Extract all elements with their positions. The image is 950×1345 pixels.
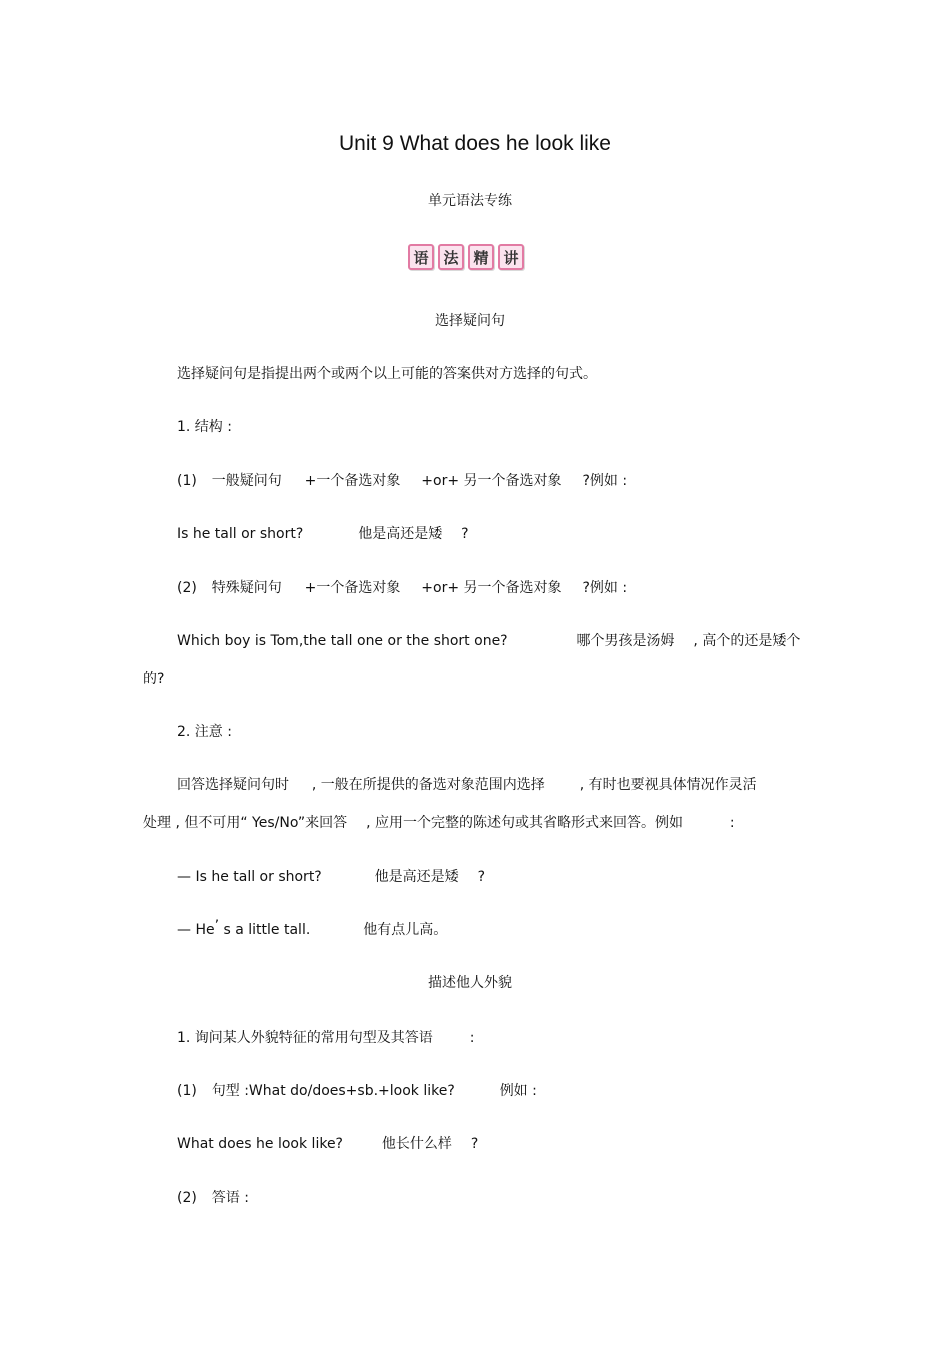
example-1	[177, 525, 469, 543]
appearance-label-1	[177, 1029, 474, 1047]
dialog-answer	[177, 918, 448, 939]
example-english: Is he tall or short?	[177, 526, 304, 542]
note-paragraph-line-1	[177, 776, 757, 794]
item-part: +or+ 另一个备选对象	[421, 473, 562, 489]
page-title: Unit 9 What does he look like	[339, 132, 611, 155]
appearance-item-2	[177, 1189, 249, 1207]
example-chinese: 他是高还是矮	[358, 526, 443, 542]
dialog-chinese: 他是高还是矮	[374, 869, 459, 885]
text-span: , 一般在所提供的备选对象范围内选择	[311, 777, 545, 793]
note-label: 2. 注意 :	[177, 724, 232, 740]
item-part: ?例如 :	[582, 473, 628, 489]
item-part: 句型 :What do/does+sb.+look like?	[211, 1083, 455, 1099]
item-part: 例如 :	[499, 1083, 537, 1099]
badge-char-3: 精	[468, 244, 494, 270]
text-span: , 应用一个完整的陈述句或其省略形式来回答。例如	[366, 815, 683, 831]
item-number: (2)	[177, 1190, 197, 1206]
text-span: 回答选择疑问句时	[177, 777, 289, 793]
example-punct: ?	[470, 1136, 479, 1152]
structure-item-1	[177, 472, 627, 490]
dialog-question	[177, 868, 485, 886]
text-span: :	[469, 1030, 475, 1046]
dialog-english: s a little tall.	[223, 922, 311, 938]
text-span: 处理 , 但不可用“ Yes/No”来回答	[143, 815, 348, 831]
example-2-continued: 的?	[143, 671, 165, 687]
example-english: Which boy is Tom,the tall one or the short one?	[177, 633, 508, 649]
dialog-english: — Is he tall or short?	[177, 869, 322, 885]
badge-char-4: 讲	[498, 244, 524, 270]
item-part: 一般疑问句	[211, 473, 282, 489]
item-number: (1)	[177, 473, 197, 489]
example-chinese: 他长什么样	[381, 1136, 452, 1152]
text-span: 1. 询问某人外貌特征的常用句型及其答语	[177, 1030, 433, 1046]
intro-paragraph: 选择疑问句是指提出两个或两个以上可能的答案供对方选择的句式。	[177, 366, 597, 382]
text-span: , 有时也要视具体情况作灵活	[579, 777, 757, 793]
badge-char-1: 语	[408, 244, 434, 270]
item-part: 特殊疑问句	[211, 580, 282, 596]
grammar-badge-group	[408, 244, 524, 270]
item-part: ?例如 :	[582, 580, 628, 596]
badge-char-2: 法	[438, 244, 464, 270]
note-paragraph-line-2	[143, 814, 735, 832]
item-number: (2)	[177, 580, 197, 596]
structure-label: 1. 结构 :	[177, 419, 232, 435]
page-subtitle: 单元语法专练	[428, 193, 512, 209]
item-number: (1)	[177, 1083, 197, 1099]
section-heading-choice-questions: 选择疑问句	[435, 313, 505, 329]
item-part: +or+ 另一个备选对象	[421, 580, 562, 596]
appearance-item-1	[177, 1082, 537, 1100]
item-part: 答语 :	[211, 1190, 249, 1206]
structure-item-2	[177, 579, 627, 597]
item-part: +一个备选对象	[304, 473, 401, 489]
appearance-example-1	[177, 1135, 478, 1153]
dialog-chinese: 他有点儿高。	[363, 922, 448, 938]
example-english: What does he look like?	[177, 1136, 343, 1152]
section-heading-appearance: 描述他人外貌	[428, 975, 512, 991]
example-punct: ?	[461, 526, 469, 542]
text-span: :	[729, 815, 735, 831]
dialog-english: — He	[177, 922, 215, 938]
example-chinese: 哪个男孩是汤姆	[576, 633, 675, 649]
dialog-apostrophe: ’	[214, 918, 220, 934]
example-chinese: , 高个的还是矮个	[693, 633, 801, 649]
example-2	[177, 632, 800, 650]
item-part: +一个备选对象	[304, 580, 401, 596]
dialog-punct: ?	[477, 869, 485, 885]
